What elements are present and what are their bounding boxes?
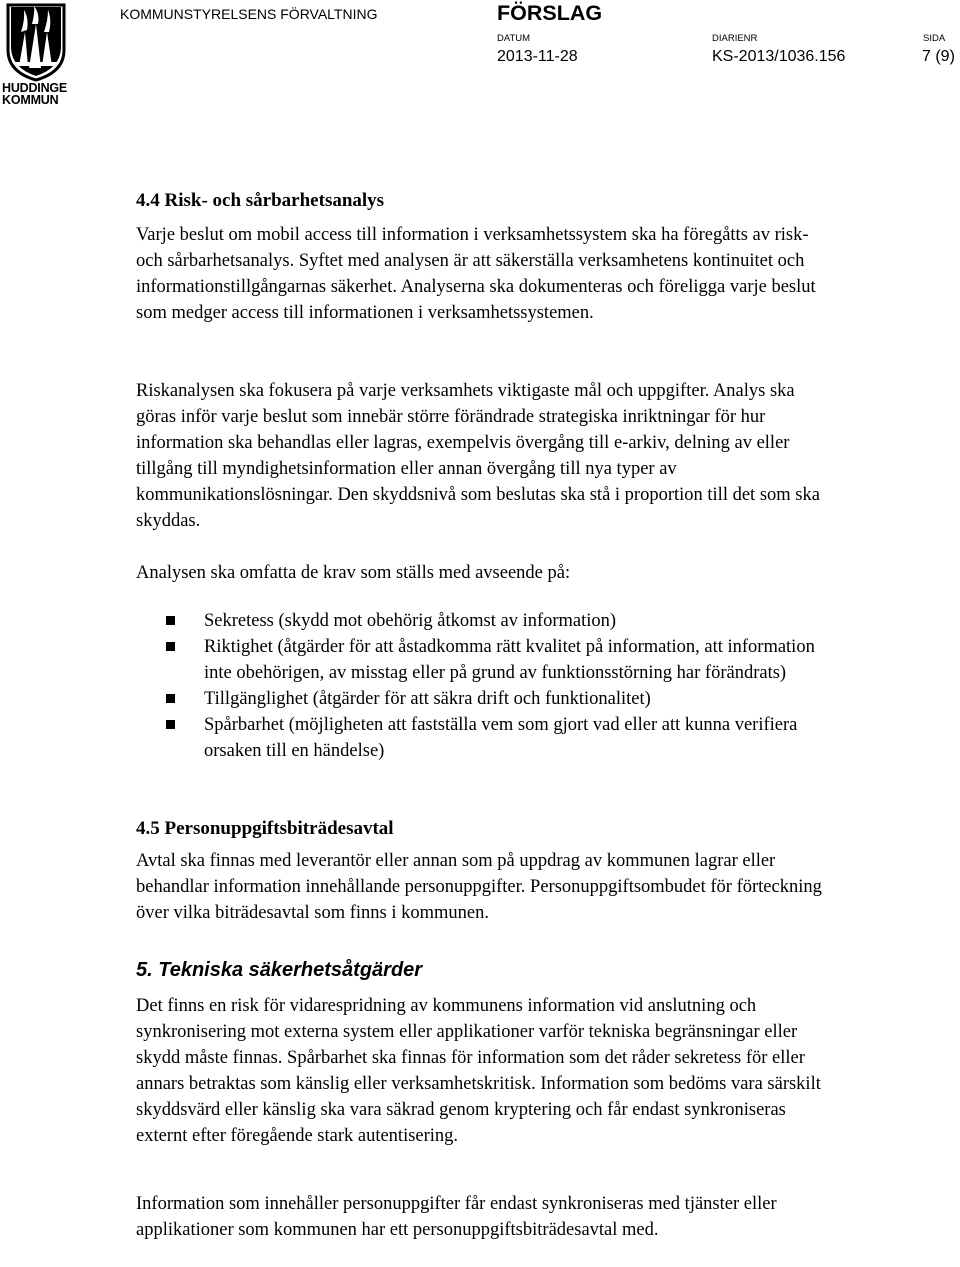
section-5-paragraph-1: Det finns en risk för vidarespridning av kommunens information vid anslutning och synkronisering mot externa system eller applikationer varför tekniska begränsningar eller skydd måste finnas. Spårbarhet ska finnas för information som det råder sekretess för eller annars betraktas som känslig eller verksamhetskritisk. Information som bedöms vara särskilt skyddsvärd eller känslig ska vara säkrad genom kryptering och får endast synkroniseras externt efter föregående stark autentisering.	[136, 996, 821, 1146]
section-4-4-heading: 4.4 Risk- och sårbarhetsanalys	[136, 190, 385, 211]
bullet-square-icon	[166, 720, 175, 729]
section-4-5-paragraph-1: Avtal ska finnas med leverantör eller annan som på uppdrag av kommunen lagrar eller behandlar information innehållande personuppgifter. Personuppgiftsombudet för förteckning över vilka biträdesavtal som finns i kommunen.	[136, 851, 822, 923]
date-label: DATUM	[497, 33, 531, 44]
coat-of-arms-icon	[5, 2, 67, 82]
logo-text-line2: KOMMUN	[2, 93, 59, 107]
organization-name: KOMMUNSTYRELSENS FÖRVALTNING	[120, 6, 378, 22]
bullet-square-icon	[166, 694, 175, 703]
section-4-4-paragraph-2: Riskanalysen ska fokusera på varje verksamhets viktigaste mål och uppgifter. Analys ska göras inför varje beslut som innebär större förändrade strategiska inriktningar för hur information ska behandlas eller lagras, exempelvis övergång till e-arkiv, delning av eller tillgång till myndighetsinformation eller annan övergång till nya typer av kommunikationslösningar. Den skyddsnivå som beslutas ska stå i proportion till det som ska skyddas.	[136, 381, 820, 531]
municipality-logo	[0, 0, 72, 108]
logo-text-line1: HUDDINGE	[2, 81, 68, 95]
list-item: Spårbarhet (möjligheten att fastställa vem som gjort vad eller att kunna verifiera orsaken till en händelse)	[136, 712, 846, 764]
section-5-heading: 5. Tekniska säkerhetsåtgärder	[136, 959, 423, 981]
requirements-list	[136, 608, 846, 764]
bullet-square-icon	[166, 616, 175, 625]
reference-label: DIARIENR	[712, 33, 758, 44]
list-item: Tillgänglighet (åtgärder för att säkra drift och funktionalitet)	[136, 686, 846, 712]
page-number: 7 (9)	[922, 48, 955, 65]
list-item: Riktighet (åtgärder för att åstadkomma rätt kvalitet på information, att information inte obehörigen, av misstag eller på grund av funktionsstörning har förändrats)	[136, 634, 846, 686]
list-item: Sekretess (skydd mot obehörig åtkomst av information)	[136, 608, 846, 634]
page-label: SIDA	[923, 33, 946, 44]
document-status: FÖRSLAG	[497, 1, 603, 25]
bullet-square-icon	[166, 642, 175, 651]
section-4-5-heading: 4.5 Personuppgiftsbiträdesavtal	[136, 818, 394, 839]
reference-value: KS-2013/1036.156	[712, 48, 846, 65]
section-5-paragraph-2: Information som innehåller personuppgifter får endast synkroniseras med tjänster eller applikationer som kommunen har ett personuppgiftsbiträdesavtal med.	[136, 1194, 777, 1240]
date-value: 2013-11-28	[497, 48, 578, 65]
section-4-4-paragraph-3: Analysen ska omfatta de krav som ställs med avseende på:	[136, 563, 571, 583]
section-4-4-paragraph-1: Varje beslut om mobil access till information i verksamhetssystem ska ha föregåtts av risk- och sårbarhetsanalys. Syftet med analysen är att säkerställa verksamhetens kontinuitet och informationstillgångarnas säkerhet. Analyserna ska dokumenteras och föreligga varje beslut som medger access till informationen i verksamhetssystemen.	[136, 225, 816, 323]
